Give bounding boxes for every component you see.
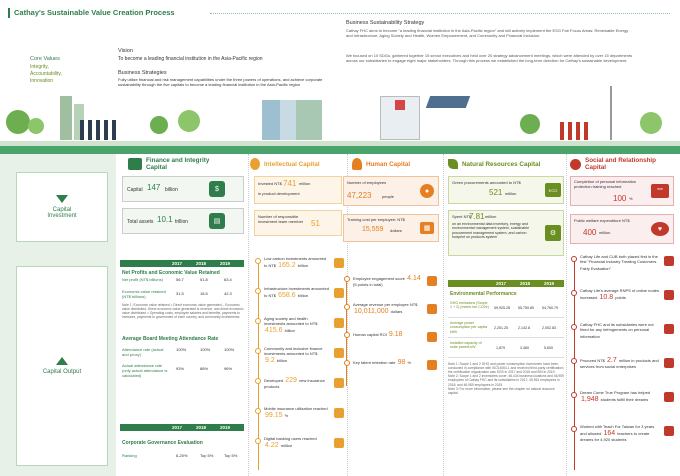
timeline-dot-icon bbox=[571, 426, 577, 432]
intel-invest-box-2: Number of responsible investment team member 51 bbox=[254, 210, 342, 236]
output-unit: teachers to create dreams for 4,920 students bbox=[580, 430, 650, 443]
star-icon bbox=[664, 392, 674, 402]
output-text: Cathay FHC and its subsidiaries were not fined for any infringements on personal information bbox=[580, 322, 654, 339]
timeline-dot-icon bbox=[255, 408, 261, 414]
globe-icon bbox=[664, 290, 674, 300]
column-divider bbox=[566, 154, 567, 476]
output-text: Developed bbox=[264, 378, 284, 383]
fin-assets-label: Total assets bbox=[127, 219, 154, 225]
timeline-dot-icon bbox=[571, 290, 577, 296]
timeline-dot-icon bbox=[571, 358, 577, 364]
heart-icon bbox=[570, 159, 581, 170]
fin-t3-title: Corporate Governance Evaluation bbox=[122, 440, 203, 446]
dollar-icon: $ bbox=[209, 181, 225, 197]
person-badge-icon: ● bbox=[420, 184, 434, 198]
human-output-list bbox=[343, 274, 439, 394]
year-2018: 2018 bbox=[196, 261, 207, 266]
natural-spent-box: Spent NT$ 7.81 million on an environmental data inventory, energy and environmental management system, sustainable procurement management system, and carbon footprint on products system ⚙ bbox=[448, 210, 564, 256]
core-values-item-2: Innovation bbox=[30, 78, 54, 84]
human-emp-box: Number of employees 47,223 people ● bbox=[343, 176, 439, 206]
year-2019: 2019 bbox=[220, 261, 231, 266]
output-value: 10.8 bbox=[599, 293, 614, 301]
section-bar bbox=[0, 146, 680, 154]
people-group-icon bbox=[80, 120, 120, 140]
output-value: 2.7 bbox=[607, 357, 617, 364]
timeline-dot-icon bbox=[255, 348, 261, 354]
fin-assets-unit: trillion bbox=[175, 219, 189, 225]
natural-green-box: Green procurements amounted to NT$ 521 million ECO bbox=[448, 176, 564, 204]
timeline-dot-icon bbox=[571, 256, 577, 262]
fin-assets-value: 10.1 bbox=[157, 215, 173, 224]
capital-investment-label: Capital Investment bbox=[47, 207, 77, 219]
output-text: Worked with Teach For Taiwan for 3 years and allowed bbox=[580, 424, 655, 436]
tree-icon bbox=[6, 110, 30, 134]
column-divider bbox=[443, 154, 444, 476]
output-value: 164 bbox=[603, 429, 616, 437]
fin-capital-unit: billion bbox=[165, 187, 178, 193]
year-2017: 2017 bbox=[172, 261, 183, 266]
output-value: 9.18 bbox=[388, 331, 403, 338]
capital-output-label: Capital Output bbox=[42, 369, 82, 375]
cart-icon bbox=[664, 358, 674, 368]
human-capital-header: Human Capital bbox=[352, 154, 437, 174]
timeline-dot-icon bbox=[571, 324, 577, 330]
person-icon bbox=[352, 158, 362, 170]
bss-label: Business Sustainability Strategy bbox=[346, 20, 425, 26]
output-text: Cathay Life's average RNPS of online nodes increased bbox=[580, 288, 660, 300]
output-value: 9.2 bbox=[265, 356, 275, 364]
core-values-label: Core Values bbox=[30, 56, 60, 62]
piggy-bank-icon: ♥ bbox=[651, 222, 669, 236]
vision-text: To become a leading financial institution in the Asia-Pacific region bbox=[118, 56, 263, 62]
timeline-dot-icon bbox=[255, 318, 261, 324]
tree-icon bbox=[640, 112, 662, 134]
handshake-icon bbox=[128, 158, 142, 170]
strategies-text: Fully utilize financial and risk management capabilities under the three powers of operations, and achieve corporate sustainability through the five capitals to become a leading financial institution in the Asia-Pacific region bbox=[118, 77, 323, 87]
intel-invest-box-1: Invested NT$ 741 million in product development bbox=[254, 176, 342, 204]
header-divider bbox=[210, 13, 670, 14]
leaf-icon bbox=[448, 159, 458, 169]
tab-capital-output[interactable] bbox=[16, 266, 108, 466]
output-unit: billion bbox=[297, 292, 309, 298]
tree-icon bbox=[178, 110, 200, 132]
timeline-dot-icon bbox=[255, 438, 261, 444]
tree-icon bbox=[520, 114, 540, 134]
intel-output-list bbox=[254, 256, 346, 474]
output-text: Cathay Life and CUB both placed first in the first "Financial Industry Treating Customers Fairly Evaluation" bbox=[580, 254, 658, 271]
output-text: Community and inclusive finance investments amounted to NT$ bbox=[264, 346, 323, 356]
output-text: Digital banking users reached bbox=[264, 436, 317, 441]
intellectual-capital-header: Intellectual Capital bbox=[250, 154, 345, 174]
trophy-icon bbox=[664, 256, 674, 266]
fin-t1-title: Net Profits and Economic Value Retained bbox=[122, 270, 220, 276]
password-lock-icon: *** bbox=[651, 184, 669, 198]
finance-capital-header: Finance and Integrity Capital bbox=[128, 154, 248, 174]
output-text: Infrastructure investments amounted to NT$ bbox=[264, 286, 329, 298]
output-unit: (5 points in total) bbox=[353, 282, 383, 288]
social-welfare-box: Public welfare expenditure NT$ 400 million ♥ bbox=[570, 214, 674, 244]
tab-capital-investment[interactable] bbox=[16, 172, 108, 242]
teacher-icon bbox=[664, 426, 674, 436]
arrow-up-icon bbox=[56, 357, 68, 365]
output-text: Dream Come True Program has helped bbox=[580, 390, 651, 395]
people-icon bbox=[427, 332, 437, 342]
timeline-dot-icon bbox=[344, 360, 350, 366]
social-train-box: Completion of personal information protection training reached 100 % *** bbox=[570, 176, 674, 206]
output-unit: billion bbox=[276, 357, 288, 363]
output-value: 1,948 bbox=[581, 395, 599, 403]
timeline-dot-icon bbox=[255, 258, 261, 264]
fin-t1-note: Note 1: Economic value retained = Direct economic value generated – Economic value distributed. Direct economic value generated is revenue, and direct economic value distributed = Operating costs, employee salaries and benefits, payments to investors, payments to government of each country, and community investments. bbox=[122, 303, 244, 319]
lightbulb-icon bbox=[250, 158, 260, 170]
fin-assets-box bbox=[122, 208, 244, 234]
output-text: Employee engagement score bbox=[353, 276, 406, 281]
page-title: Cathay's Sustainable Value Creation Process bbox=[8, 8, 208, 18]
leaf-icon bbox=[334, 258, 344, 268]
bss-p1: Cathay FHC aims to become "a leading financial institution in the Asia-Pacific region" and will actively implement the ESG Fair Focus Areas: Renewable Energy and Infrastructure, Aging Society and Health, Women Empowerment, and Community and Financial Inclusion. bbox=[346, 28, 629, 38]
vision-label: Vision bbox=[118, 48, 133, 54]
output-unit: % bbox=[407, 360, 412, 365]
strategies-label: Business Strategies bbox=[118, 70, 167, 76]
natural-row-2: Installed capacity of solar panels kW 1,879 3,460 5,600 bbox=[448, 340, 564, 358]
output-value: 658.6 bbox=[278, 291, 296, 299]
output-text: Average revenue per employee NT$ bbox=[353, 302, 418, 307]
star-icon bbox=[427, 360, 437, 370]
output-unit: dollars bbox=[390, 308, 403, 314]
social-output-list bbox=[570, 254, 676, 474]
chat-icon bbox=[427, 276, 437, 286]
output-unit: million bbox=[280, 442, 293, 448]
arrow-down-icon bbox=[56, 195, 68, 203]
natural-row-0: GHG emissions (Scope 1 + 2) (metric ton CO2e) 59,925.28 55,759.80 54,760.79 bbox=[448, 300, 564, 318]
output-unit: new insurance products bbox=[264, 378, 325, 390]
solar-panel-icon bbox=[426, 96, 470, 108]
natural-year-header: 2017 2018 2019 bbox=[448, 280, 564, 287]
fin-year-header-3: 2017 2018 2019 bbox=[120, 424, 244, 431]
core-values-item-1: Accountability, bbox=[30, 71, 62, 77]
output-unit: billion bbox=[297, 262, 309, 268]
human-cost-box: Training cost per employee: NT$ 15,559 dollars ▦ bbox=[343, 214, 439, 242]
output-value: 99.15 bbox=[265, 411, 283, 419]
city-buildings-icon bbox=[262, 100, 322, 140]
bss-p2: We focused on 10 SDGs, gathered together 15 senior executives and held over 20 strategy advancement meetings, which were attended by over 15 departments across our subsidiaries to engage eight major stakeholders. Through this process we established the long-term direction for Cathay's sustainable development. bbox=[346, 53, 633, 63]
fin-capital-value: 147 bbox=[147, 183, 161, 192]
timeline-dot-icon bbox=[255, 378, 261, 384]
output-text: Mobile insurance utilization reached bbox=[264, 406, 328, 411]
natural-perf-title: Environmental Performance bbox=[450, 291, 517, 297]
output-unit: billion bbox=[284, 327, 295, 333]
output-unit: % bbox=[284, 412, 289, 418]
timeline-dot-icon bbox=[344, 332, 350, 338]
core-values-item-0: Integrity, bbox=[30, 64, 49, 70]
output-text: Aging society and health investments amounted to NT$ bbox=[264, 316, 318, 326]
tree-icon bbox=[150, 116, 168, 134]
output-value: 4.14 bbox=[407, 275, 421, 282]
natural-row-1: Average power consumption per capita kWh 2,251.25 2,142.8 2,052.83 bbox=[448, 320, 564, 338]
building-icon bbox=[60, 96, 72, 140]
output-unit: million in products and services from social enterprises bbox=[580, 358, 659, 370]
fin-t2-title: Average Board Meeting Attendance Rate bbox=[122, 336, 219, 342]
timeline-dot-icon bbox=[571, 392, 577, 398]
hospital-cross-icon bbox=[395, 100, 405, 110]
output-text: Procured NT$ bbox=[580, 358, 605, 363]
tree-icon bbox=[28, 118, 44, 134]
output-value: 415.6 bbox=[265, 326, 283, 334]
output-unit: points bbox=[615, 294, 626, 300]
family-icon bbox=[560, 122, 590, 140]
fin-capital-box bbox=[122, 176, 244, 202]
output-value: 4.22 bbox=[265, 441, 279, 449]
timeline-dot-icon bbox=[255, 288, 261, 294]
output-text: Key talent retention rate bbox=[353, 360, 396, 365]
classroom-icon: ▦ bbox=[420, 222, 434, 234]
output-value: 98 bbox=[397, 359, 406, 366]
natural-capital-header: Natural Resources Capital bbox=[448, 154, 558, 174]
output-unit: students fulfill their dreams bbox=[600, 396, 649, 402]
output-value: 229 bbox=[285, 377, 297, 384]
natural-notes: Note 1: Scope 1 and 2 GHG and power consumption inventories have been conducted in compliance with ISO14064-1 and received third-party certification; the certification organization was SGS in 2017 and 2018 and BSI in 2019. Note 2: Scope 1 and 2 inventories cover: 46,434 business locations and 46,959 employees of Cathay FHC and its subsidiaries in 2017; 45,961 employees in 2018; and 46,989 employees in 2019. Note 3: For more information, please see the chapter on natural resource capital. bbox=[448, 362, 564, 395]
output-text: Low carbon investments amounted to NT$ bbox=[264, 256, 327, 268]
coins-icon: ▤ bbox=[209, 213, 225, 229]
eco-icon: ECO bbox=[545, 183, 561, 197]
shield-icon bbox=[664, 324, 674, 334]
mobile-icon bbox=[334, 408, 344, 418]
wind-turbine-icon bbox=[610, 86, 612, 140]
bank-icon bbox=[334, 438, 344, 448]
output-text: Human capital ROI bbox=[353, 332, 387, 337]
output-value: 10,011,000 bbox=[354, 307, 389, 315]
social-capital-header: Social and Relationship Capital bbox=[570, 154, 675, 174]
timeline-dot-icon bbox=[344, 276, 350, 282]
column-divider bbox=[248, 154, 249, 476]
output-value: 165.2 bbox=[278, 261, 296, 269]
fin-capital-label: Capital bbox=[127, 187, 143, 193]
settings-icon: ⚙ bbox=[545, 225, 561, 241]
timeline-dot-icon bbox=[344, 304, 350, 310]
chart-icon bbox=[427, 304, 437, 314]
fin-year-header bbox=[120, 260, 244, 267]
